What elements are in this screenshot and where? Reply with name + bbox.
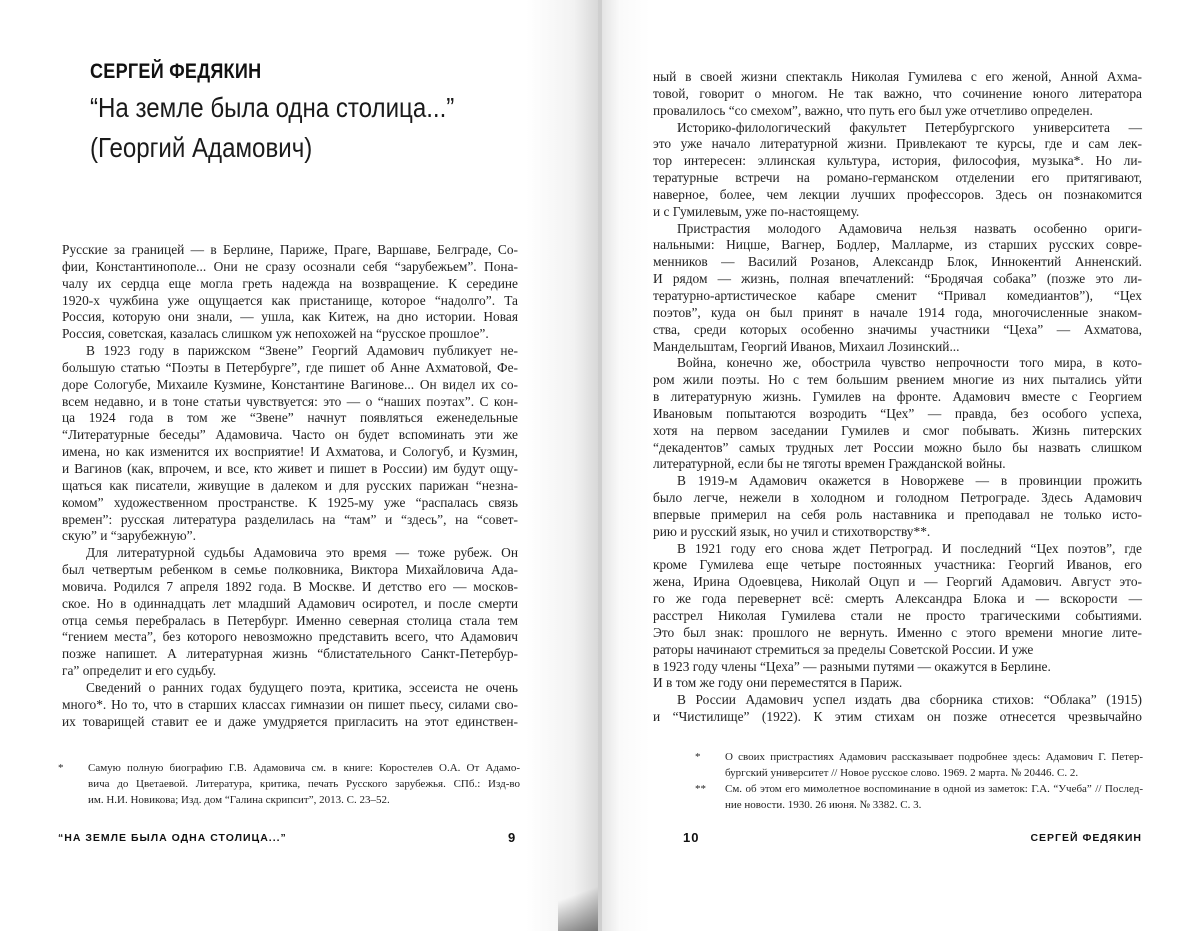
text-line: Мандельштам, Георгий Иванов, Михаил Лозинский... (653, 338, 960, 354)
body-text (653, 69, 1142, 726)
text-line: нальными: Ницше, Вагнер, Бодлер, Малларме, из старших русских совре- (653, 237, 1142, 253)
text-line: провалилось “со смехом”, важно, что путь его был уже отчетливо определен. (653, 102, 1093, 118)
text-line: раторы начинают стремиться за пределы Советской России. И уже (653, 641, 1034, 657)
footnote-line: Самую полную биографию Г.В. Адамовича см. в книге: Коростелев О.А. От Адамо- (88, 762, 520, 774)
footnotes (58, 760, 520, 808)
footnote-line: О своих пристрастиях Адамович рассказывает подробнее здесь: Адамович Г. Петер- (725, 751, 1143, 763)
text-line: кроме Гумилева еще четыре постоянных участника: Георгий Иванов, его (653, 557, 1142, 573)
text-line: доре Сологубе, Михаиле Кузмине, Константине Вагинове... Он видел их со- (62, 376, 518, 392)
text-line: Россия, советская, казалась слишком уж непохожей на “русское прошлое”. (62, 326, 489, 342)
text-line: И рядом — жизнь, полная впечатлений: “Бродячая собака” (позже это ли- (653, 271, 1142, 287)
text-line: И в том же году они переместятся в Париж. (653, 675, 903, 691)
text-line: щаться как писатели, живущие в далеком и для русских парижан “незна- (62, 477, 518, 493)
text-line: в литературную жизнь. Гумилев на фронте. Адамович вместе с Георгием (653, 389, 1142, 405)
text-line: был четвертым ребенком в семье полковника, Виктора Михайловича Ада- (62, 562, 518, 578)
footnote-line: бургский университет // Новое русское слово. 1969. 2 марта. № 20446. С. 2. (725, 767, 1079, 779)
text-line: и с Гумилевым, уже по-настоящему. (653, 203, 860, 219)
text-line: Война, конечно же, обострила чувство непрочности того мира, в кото- (677, 355, 1142, 371)
footnote-mark: * (58, 762, 64, 774)
text-line: го же года перевернет всё: смерть Александра Блока и — вскорости — (653, 591, 1142, 607)
text-line: расстрел Николая Гумилева стали не просто трагическими событиями. (653, 608, 1142, 623)
right-page (602, 0, 1200, 931)
text-line: тературные встречи на романо-германском отделении его притягивают, (653, 170, 1142, 186)
text-line: времен”: русская литература разделилась на “там” и “здесь”, на “совет- (62, 511, 518, 527)
text-line: В 1923 году в парижском “Звене” Георгий Адамович публикует не- (86, 343, 518, 359)
text-line: Ивановым попытаются возродить “Цех” — правда, без особого успеха, (653, 405, 1142, 421)
text-line: тературно-артистическое кабаре сменит “Привал комедиантов”), “Цех (653, 287, 1142, 303)
footnotes (695, 749, 1143, 813)
text-line: В 1921 году его снова ждет Петроград. И последний “Цех поэтов”, где (677, 540, 1142, 556)
text-line: в 1923 году члены “Цеха” — разными путями — окажутся в Берлине. (653, 658, 1051, 674)
author-name: СЕРГЕЙ ФЕДЯКИН (90, 60, 262, 83)
text-line: и Вагинов (как, впрочем, и все, кто живет и пишет в России) им будут ощу- (62, 460, 518, 476)
text-line: их товарищей ставит ее и даже умудряется пригласить на этот единствен- (62, 713, 518, 729)
page-number: 10 (683, 830, 700, 845)
text-line: В России Адамович успел издать два сборника стихов: “Облака” (1915) (677, 692, 1142, 708)
text-line: мовича. Родился 7 апреля 1892 года. В Москве. И детство его — москов- (62, 578, 518, 594)
text-line: чалу их сердца еще могла греть надежда на возвращение. К середине (62, 275, 518, 291)
text-line: “декадентов” самых трудных лет России можно было бы назвать слишком (653, 439, 1142, 455)
text-line: Сведений о ранних годах будущего поэта, критика, эссеиста не очень (86, 679, 518, 695)
text-line: скую” и “зарубежную”. (62, 528, 196, 544)
footnote-line: ние новости. 1930. 26 июня. № 3382. С. 3. (725, 799, 922, 811)
text-line: менников — Василий Розанов, Александр Блок, Иннокентий Анненский. (653, 254, 1142, 270)
text-line: фии, Константинополе... Они не сразу осознали себя “зарубежьем”. Пона- (62, 258, 518, 274)
text-line: было легче, нежели в холодном и голодном Петрограде. Здесь Адамович (653, 490, 1142, 506)
text-line: жена, Ирина Одоевцева, Николай Оцуп и — Георгий Адамович. Август это- (653, 574, 1142, 590)
text-line: Для литературной судьбы Адамовича это время — тоже рубеж. Он (86, 545, 518, 561)
text-line: отца семья перебралась в Петербург. Именно северная столица стала тем (62, 612, 518, 628)
text-line: имена, но как изменится их восприятие! И Ахматова, и Сологуб, и Кузмин, (62, 444, 518, 460)
text-line: Историко-филологический факультет Петербургского университета — (677, 119, 1142, 135)
text-line: хотя на первом заседании Гумилев и смог побывать. Жизнь питерских (653, 422, 1142, 438)
text-line: ское. Но в одиннадцать лет младший Адамович осиротел, и после смерти (62, 595, 518, 611)
text-line: “Литературные беседы” Адамовича. Часто он будет вспоминать эти же (62, 427, 518, 443)
footnote-line: им. Н.И. Новикова; Изд. дом “Галина скрипсит”, 2013. С. 23–52. (88, 794, 390, 806)
text-line: Русские за границей — в Берлине, Париже, Праге, Варшаве, Белграде, Со- (62, 242, 518, 257)
running-head: “НА ЗЕМЛЕ БЫЛА ОДНА СТОЛИЦА...” (58, 832, 287, 844)
text-line: “гением места”, без которого невозможно представить всего, что Адамович (62, 629, 518, 645)
body-text (62, 242, 518, 730)
footnote-line: вича до Цветаевой. Литература, критика, печать Русского зарубежья. СПб.: Изд-во (88, 778, 520, 790)
text-line: и “Чистилище” (1922). К этим стихам он позже отнесется чрезвычайно (653, 709, 1142, 725)
text-line: позже напишет. А литературная жизнь “блистательного Санкт-Петербур- (62, 646, 518, 662)
text-line: Это был знак: прошлого не вернуть. Именно с этого времени многие лите- (653, 624, 1142, 640)
text-line: Пристрастия молодого Адамовича нельзя назвать особенно ориги- (677, 220, 1142, 236)
text-line: товой, говорит о многом. Не так важно, что сочинение юного литератора (653, 85, 1142, 101)
text-line: литературной, если бы не тяготы времен Гражданской войны. (653, 456, 1006, 472)
text-line: ром жили поэты. Но с тем большим рвением многие из них пытались уйти (653, 372, 1142, 388)
left-page (0, 0, 598, 931)
footnote (58, 760, 520, 808)
text-line: всем недавно, и в тоне статьи чувствуется: это — о “наших поэтах”. С кон- (62, 393, 518, 409)
text-line: Россия, которую они знали, — ушла, как Китеж, на дно истории. Новая (62, 309, 518, 325)
text-line: ца 1924 года в том же “Звене” начнут появляться еженедельные (62, 410, 518, 426)
text-line: тор интересен: эллинская культура, история, философия, музыка*. Но ли- (653, 153, 1142, 169)
footnote (695, 781, 1143, 813)
text-line: 1920-х чужбина уже ощущается как пристанище, которое “надолго”. Та (62, 292, 518, 308)
footnote-mark: ** (695, 783, 706, 795)
text-line: поэтов”, куда он был принят в начале 1914 года, многочисленные знаком- (653, 304, 1142, 320)
text-line: рию и русский язык, но учил и стихотворству**. (653, 523, 931, 539)
text-line: много*. Но то, что в старших классах гимназии он пишет пьесу, силами сво- (62, 696, 518, 712)
footnote-line: См. об этом его мимолетное воспоминание в одной из заметок: Г.А. “Учеба” // Послед- (725, 783, 1143, 795)
page-number: 9 (508, 830, 517, 845)
text-line: га” определит и его судьбу. (62, 663, 217, 679)
text-line: наверное, более, чем лекции лучших профессоров. Здесь он познакомится (653, 186, 1142, 202)
running-head: СЕРГЕЙ ФЕДЯКИН (1030, 832, 1142, 844)
footnote (695, 749, 1143, 781)
chapter-subtitle: (Георгий Адамович) (90, 132, 313, 163)
text-line: ный в своей жизни спектакль Николая Гумилева с его женой, Анной Ахма- (653, 69, 1142, 84)
text-line: впервые примерил на себя роль наставника и преподавал не только исто- (653, 506, 1142, 522)
text-line: ства, среди которых особенно значимы участники “Цеха” — Ахматова, (653, 321, 1142, 337)
text-line: комом” художественном пространстве. К 1925-му уже “распалась связь (62, 494, 518, 510)
text-line: это уже начало литературной жизни. Привлекают те курсы, где и сам лек- (653, 136, 1142, 152)
text-line: большую статью “Поэты в Петербурге”, где пишет об Анне Ахматовой, Фе- (62, 359, 518, 375)
chapter-title: “На земле была одна столица...” (90, 92, 455, 123)
footnote-mark: * (695, 751, 701, 763)
text-line: В 1919-м Адамович окажется в Новоржеве — в провинции прожить (677, 473, 1142, 489)
